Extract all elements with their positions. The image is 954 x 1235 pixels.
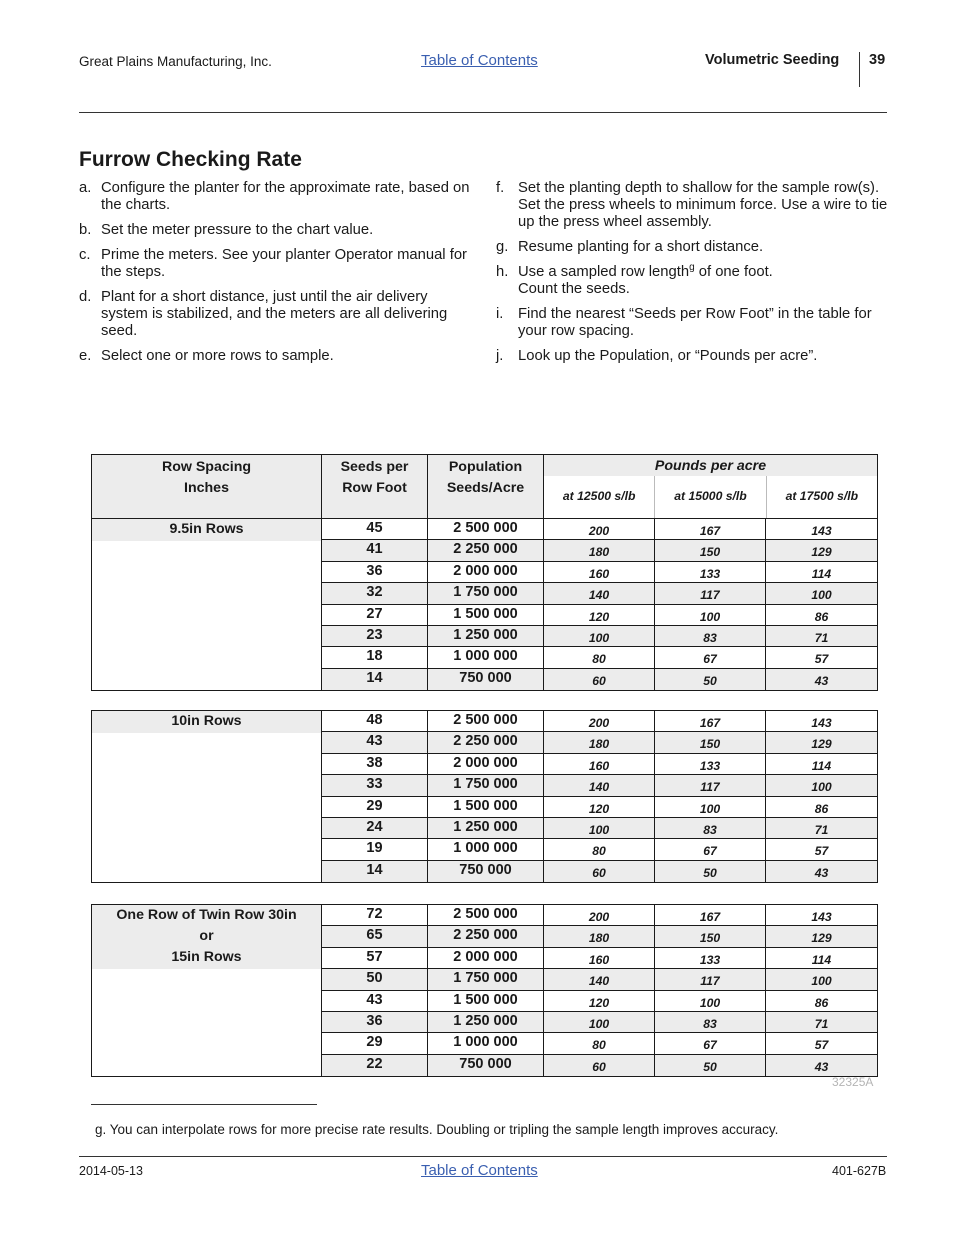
row-spacing-label-line: One Row of Twin Row 30in: [116, 907, 297, 923]
lb-12500-cell: 120: [544, 991, 655, 1011]
table-rows: [322, 711, 877, 882]
step-text: Use a sampled row length: [518, 264, 690, 280]
seeds-per-row-foot-cell: 36: [322, 562, 428, 582]
header-population: [428, 455, 544, 518]
lb-12500-cell: 180: [544, 540, 655, 560]
header-divider: [859, 52, 860, 87]
row-spacing-label: [92, 905, 321, 969]
header-seeds-acre: Seeds/Acre: [446, 480, 525, 496]
step-text: Look up the Population, or “Pounds per acre”.: [518, 348, 818, 364]
lb-15000-cell: 50: [655, 861, 766, 882]
row-spacing-label-line: 15in Rows: [171, 949, 242, 965]
step-j: [496, 348, 888, 365]
population-cell: 2 000 000: [428, 754, 544, 774]
header-lb-15000: at 15000 s/lb: [655, 476, 766, 518]
population-cell: 2 500 000: [428, 519, 544, 539]
header-row-spacing-label: Row Spacing: [161, 459, 252, 475]
population-cell: 1 000 000: [428, 647, 544, 667]
lb-12500-cell: 80: [544, 839, 655, 859]
lb-15000-cell: 150: [655, 926, 766, 946]
header-row-spacing: [92, 455, 322, 518]
population-cell: 1 750 000: [428, 583, 544, 603]
seeds-per-row-foot-cell: 57: [322, 948, 428, 968]
seeds-per-row-foot-cell: 14: [322, 669, 428, 690]
seeds-per-row-foot-cell: 22: [322, 1055, 428, 1076]
table-body: [92, 519, 877, 690]
seeds-per-row-foot-cell: 43: [322, 991, 428, 1011]
seeds-per-row-foot-cell: 48: [322, 711, 428, 731]
lb-15000-cell: 83: [655, 1012, 766, 1032]
footer-doc-number: 401-627B: [832, 1164, 887, 1178]
population-cell: 1 250 000: [428, 818, 544, 838]
seeds-per-row-foot-cell: 24: [322, 818, 428, 838]
step-letter: e.: [79, 348, 92, 364]
table-row: [322, 905, 877, 926]
header-population-label: Population: [448, 459, 523, 475]
step-letter: d.: [79, 289, 92, 305]
lb-17500-cell: 57: [814, 1038, 829, 1053]
population-cell: 1 250 000: [428, 1012, 544, 1032]
step-letter: b.: [79, 222, 92, 238]
table-row: [322, 519, 877, 540]
rate-table-9-5in: [91, 454, 878, 691]
lb-12500-cell: 100: [544, 818, 655, 838]
population-cell: 1 250 000: [428, 626, 544, 646]
row-spacing-label-line: or: [199, 928, 214, 944]
step-d: [79, 289, 471, 340]
table-row: [322, 818, 877, 839]
seeds-per-row-foot-cell: 50: [322, 969, 428, 989]
footer-rule: [79, 1156, 887, 1157]
population-cell: 2 250 000: [428, 926, 544, 946]
step-text-after: of one foot.: [694, 264, 773, 280]
step-a: [79, 180, 471, 214]
lb-17500-cell: 43: [766, 1055, 877, 1076]
lb-17500-cell: 71: [766, 1012, 877, 1032]
population-cell: 1 750 000: [428, 775, 544, 795]
lb-17500-cell: 100: [766, 969, 877, 989]
population-cell: 2 250 000: [428, 732, 544, 752]
lb-15000-cell: 150: [655, 732, 766, 752]
lb-15000-cell: 50: [655, 669, 766, 690]
row-spacing-label-cell: [92, 711, 322, 882]
table-row: [322, 732, 877, 753]
lb-15000-cell: 100: [655, 991, 766, 1011]
lb-12500-cell: 100: [544, 1012, 655, 1032]
table-body: [92, 905, 877, 1076]
table-row: [322, 540, 877, 561]
header-lb-17500: at 17500 s/lb: [785, 489, 859, 503]
header-toc-link[interactable]: Table of Contents: [421, 52, 538, 69]
table-rows: [322, 905, 877, 1076]
step-letter: f.: [496, 180, 505, 196]
table-row: [322, 861, 877, 882]
lb-15000-cell: 133: [655, 948, 766, 968]
step-text: Plant for a short distance, just until the air delivery system is stabilized, and the meters are all delivering seed.: [101, 289, 448, 339]
row-spacing-label: [92, 711, 321, 733]
lb-15000-cell: 117: [655, 969, 766, 989]
step-i: [496, 306, 888, 340]
step-letter: h.: [496, 264, 509, 280]
seeds-per-row-foot-cell: 29: [322, 1033, 428, 1053]
lb-12500-cell: 80: [544, 1033, 655, 1053]
seeds-per-row-foot-cell: 33: [322, 775, 428, 795]
seeds-per-row-foot-cell: 41: [322, 540, 428, 560]
lb-17500-cell: 129: [766, 926, 877, 946]
section-title: Volumetric Seeding: [705, 52, 840, 68]
seeds-per-row-foot-cell: 36: [322, 1012, 428, 1032]
header-row-spacing-unit: Inches: [184, 480, 229, 496]
step-f: [496, 180, 888, 231]
lb-15000-cell: 100: [655, 797, 766, 817]
lb-17500-cell: 43: [766, 669, 877, 690]
population-cell: 2 250 000: [428, 540, 544, 560]
lb-17500-cell: 143: [811, 716, 832, 730]
footer-toc-link[interactable]: Table of Contents: [421, 1162, 538, 1179]
table-row: [322, 797, 877, 818]
lb-15000-cell: 167: [655, 711, 766, 731]
lb-12500-cell: 60: [544, 669, 655, 690]
lb-17500-cell: 100: [766, 583, 877, 603]
table-row: [322, 926, 877, 947]
lb-15000-cell: 50: [655, 1055, 766, 1076]
lb-17500-cell: 129: [766, 540, 877, 560]
figure-id: 32325A: [832, 1075, 874, 1089]
lb-12500-cell: 160: [544, 948, 655, 968]
lb-12500-cell: 200: [544, 711, 655, 731]
footnote-ref[interactable]: g: [689, 262, 695, 274]
lb-17500-cell: 71: [766, 818, 877, 838]
row-spacing-label: [92, 519, 321, 541]
step-h: [496, 264, 888, 298]
step-letter: g.: [496, 239, 509, 255]
seeds-per-row-foot-cell: 45: [322, 519, 428, 539]
seeds-per-row-foot-cell: 38: [322, 754, 428, 774]
step-text: Prime the meters. See your planter Operator manual for the steps.: [101, 247, 467, 280]
steps-left-column: [79, 180, 471, 373]
rate-table-twin-row: [91, 904, 878, 1077]
lb-12500-cell: 180: [544, 926, 655, 946]
lb-12500-cell: 120: [544, 605, 655, 625]
step-text: Configure the planter for the approximate rate, based on the charts.: [101, 180, 470, 213]
table-row: [322, 969, 877, 990]
table-row: [322, 583, 877, 604]
table-row: [322, 1012, 877, 1033]
table-row: [322, 839, 877, 860]
population-cell: 2 000 000: [428, 562, 544, 582]
seeds-per-row-foot-cell: 19: [322, 839, 428, 859]
table-row: [322, 948, 877, 969]
lb-12500-cell: 160: [544, 754, 655, 774]
lb-15000-cell: 83: [655, 626, 766, 646]
seeds-per-row-foot-cell: 72: [322, 905, 428, 925]
lb-12500-cell: 100: [544, 626, 655, 646]
footer-date: 2014-05-13: [79, 1164, 143, 1178]
header-pounds-per-acre: [544, 455, 877, 518]
step-text: Find the nearest “Seeds per Row Foot” in the table for your row spacing.: [518, 306, 872, 339]
row-spacing-label-cell: [92, 519, 322, 690]
header-seeds-per: Seeds per: [340, 459, 409, 475]
population-cell: 1 000 000: [428, 839, 544, 859]
row-spacing-label-cell: [92, 905, 322, 1076]
table-row: [322, 669, 877, 690]
seeds-per-row-foot-cell: 29: [322, 797, 428, 817]
step-text: Set the meter pressure to the chart value.: [101, 222, 374, 238]
lb-15000-cell: 67: [655, 647, 766, 667]
lb-12500-cell: 180: [544, 732, 655, 752]
population-cell: 1 500 000: [428, 605, 544, 625]
lb-17500-cell: 57: [814, 652, 829, 667]
lb-12500-cell: 60: [544, 1055, 655, 1076]
lb-12500-cell: 140: [544, 583, 655, 603]
seeds-per-row-foot-cell: 18: [322, 647, 428, 667]
lb-15000-cell: 150: [655, 540, 766, 560]
population-cell: 2 500 000: [428, 905, 544, 925]
lb-12500-cell: 140: [544, 969, 655, 989]
seeds-per-row-foot-cell: 23: [322, 626, 428, 646]
population-cell: 1 000 000: [428, 1033, 544, 1053]
header-row-foot: Row Foot: [342, 480, 407, 496]
population-cell: 2 000 000: [428, 948, 544, 968]
step-text: Resume planting for a short distance.: [518, 239, 764, 255]
step-text-line2: Count the seeds.: [518, 281, 630, 297]
lb-12500-cell: 140: [544, 775, 655, 795]
step-letter: i.: [496, 306, 504, 322]
step-letter: c.: [79, 247, 91, 263]
table-row: [322, 1055, 877, 1076]
seeds-per-row-foot-cell: 27: [322, 605, 428, 625]
lb-17500-cell: 114: [811, 566, 832, 581]
table-row: [322, 626, 877, 647]
step-text: Select one or more rows to sample.: [101, 348, 334, 364]
seeds-per-row-foot-cell: 43: [322, 732, 428, 752]
steps-right-column: [496, 180, 888, 373]
population-cell: 750 000: [428, 1055, 544, 1076]
population-cell: 750 000: [428, 669, 544, 690]
lb-17500-cell: 129: [766, 732, 877, 752]
lb-12500-cell: 200: [544, 905, 655, 925]
step-text: Set the planting depth to shallow for the sample row(s). Set the press wheels to minimum force. Use a wire to tie up the press wheel assembly.: [518, 180, 888, 230]
lb-17500-cell: 114: [811, 758, 832, 773]
table-row: [322, 991, 877, 1012]
header-seeds-per-row-foot: [322, 455, 428, 518]
step-g: [496, 239, 888, 256]
header-pounds-per-acre-label: Pounds per acre: [544, 455, 877, 476]
step-c: [79, 247, 471, 281]
footnote: g. You can interpolate rows for more precise rate results. Doubling or tripling the sample length improves accuracy.: [95, 1122, 779, 1137]
seeds-per-row-foot-cell: 32: [322, 583, 428, 603]
page-number: 39: [869, 52, 886, 68]
seeds-per-row-foot-cell: 14: [322, 861, 428, 882]
lb-17500-cell: 71: [766, 626, 877, 646]
lb-12500-cell: 160: [544, 562, 655, 582]
population-cell: 1 500 000: [428, 991, 544, 1011]
company-name: Great Plains Manufacturing, Inc.: [79, 54, 272, 69]
lb-17500-cell: 86: [814, 995, 829, 1010]
table-row: [322, 1033, 877, 1054]
footnote-rule: [91, 1104, 317, 1105]
table-row: [322, 562, 877, 583]
step-e: [79, 348, 471, 365]
table-row: [322, 775, 877, 796]
lb-15000-cell: 67: [655, 1033, 766, 1053]
lb-15000-cell: 133: [655, 754, 766, 774]
seeds-per-row-foot-cell: 65: [322, 926, 428, 946]
lb-12500-cell: 120: [544, 797, 655, 817]
table-row: [322, 647, 877, 668]
lb-17500-cell: 143: [811, 910, 832, 924]
lb-15000-cell: 117: [655, 775, 766, 795]
header-lb-12500: at 12500 s/lb: [544, 476, 655, 518]
lb-15000-cell: 67: [655, 839, 766, 859]
page-title: Furrow Checking Rate: [79, 148, 302, 171]
lb-15000-cell: 100: [655, 605, 766, 625]
header-lb-columns: [544, 476, 877, 518]
table-row: [322, 711, 877, 732]
step-b: [79, 222, 471, 239]
row-spacing-label-line: 9.5in Rows: [169, 521, 244, 537]
lb-12500-cell: 200: [544, 519, 655, 539]
row-spacing-label-line: 10in Rows: [171, 713, 242, 729]
lb-17500-cell: 100: [766, 775, 877, 795]
lb-17500-cell: 86: [814, 609, 829, 624]
rate-table-10in: [91, 710, 878, 883]
table-rows: [322, 519, 877, 690]
lb-12500-cell: 80: [544, 647, 655, 667]
lb-17500-cell: 143: [811, 524, 832, 538]
lb-17500-cell: 86: [814, 801, 829, 816]
population-cell: 1 750 000: [428, 969, 544, 989]
population-cell: 2 500 000: [428, 711, 544, 731]
table-header: [92, 455, 877, 519]
population-cell: 750 000: [428, 861, 544, 882]
table-row: [322, 605, 877, 626]
lb-15000-cell: 83: [655, 818, 766, 838]
header-rule: [79, 112, 887, 113]
lb-17500-cell: 114: [811, 952, 832, 967]
step-letter: a.: [79, 180, 92, 196]
lb-17500-cell: 43: [766, 861, 877, 882]
step-letter: j.: [496, 348, 504, 364]
lb-15000-cell: 133: [655, 562, 766, 582]
lb-15000-cell: 117: [655, 583, 766, 603]
lb-15000-cell: 167: [655, 519, 766, 539]
population-cell: 1 500 000: [428, 797, 544, 817]
lb-17500-cell: 57: [814, 844, 829, 859]
table-body: [92, 711, 877, 882]
lb-15000-cell: 167: [655, 905, 766, 925]
table-row: [322, 754, 877, 775]
lb-12500-cell: 60: [544, 861, 655, 882]
